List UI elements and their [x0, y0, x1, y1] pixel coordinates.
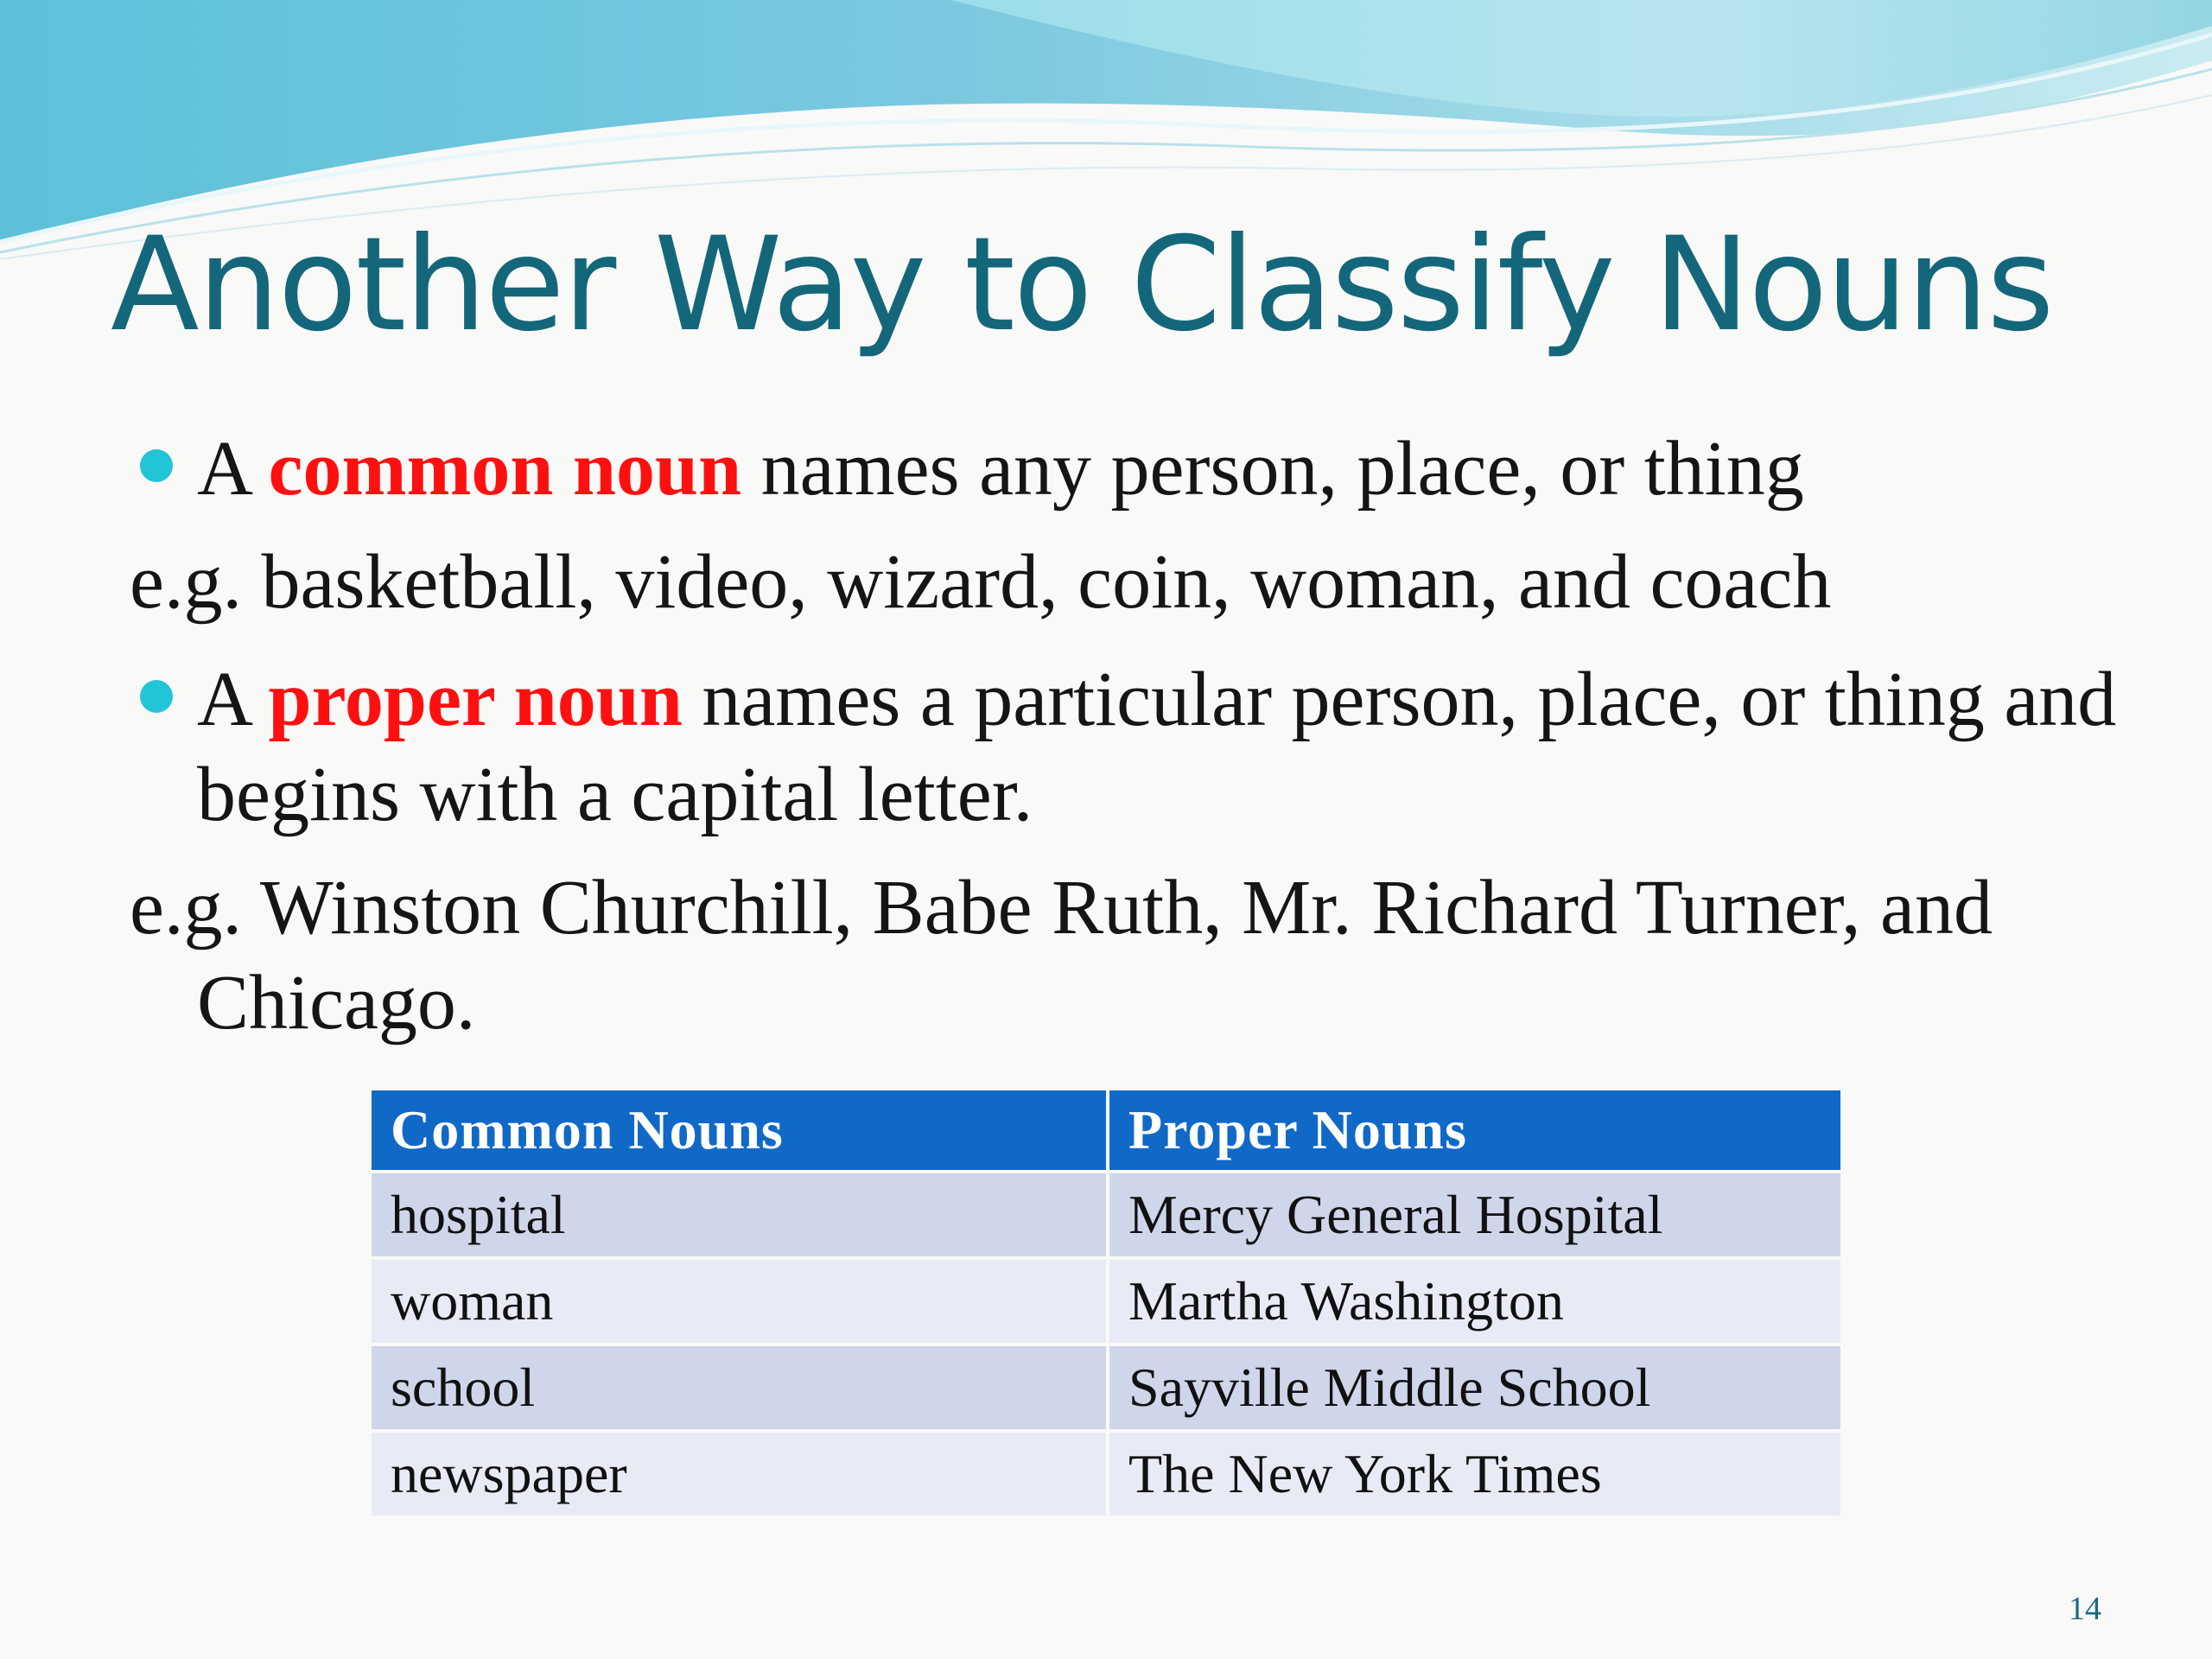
- bullet-prefix: A: [197, 426, 250, 512]
- table-row: [372, 1346, 1840, 1429]
- table-cell-proper: Sayville Middle School: [1109, 1346, 1840, 1429]
- term-common-noun: common noun: [268, 426, 742, 512]
- bullet-common-noun: [130, 422, 2150, 517]
- nouns-table: [368, 1087, 1844, 1519]
- page-number: 14: [2069, 1591, 2101, 1627]
- term-proper-noun: proper noun: [268, 657, 683, 742]
- header-common-nouns: Common Nouns: [372, 1090, 1106, 1170]
- table-row: [372, 1173, 1840, 1256]
- table-cell-common: school: [372, 1346, 1106, 1429]
- table-cell-proper: Mercy General Hospital: [1109, 1173, 1840, 1256]
- bullet-text: names any person, place, or thing: [760, 426, 1804, 512]
- example-common-nouns: e.g. basketball, video, wizard, coin, woman, and coach: [130, 539, 1832, 625]
- table-cell-proper: The New York Times: [1109, 1433, 1840, 1516]
- bullet-prefix: A: [197, 657, 250, 742]
- bullet-icon: [140, 449, 173, 482]
- table-row: [372, 1433, 1840, 1516]
- table-cell-proper: Martha Washington: [1109, 1260, 1840, 1343]
- bullet-proper-noun: [130, 652, 2150, 842]
- table-cell-common: hospital: [372, 1173, 1106, 1256]
- table-row: [372, 1260, 1840, 1343]
- bullet-icon: [140, 680, 173, 713]
- table-cell-common: newspaper: [372, 1433, 1106, 1516]
- example-proper-nouns: e.g. Winston Churchill, Babe Ruth, Mr. Richard Turner, and Chicago.: [130, 865, 1993, 1046]
- table-cell-common: woman: [372, 1260, 1106, 1343]
- bullet-text: names a particular person, place, or thing and begins with a capital letter.: [197, 657, 2117, 837]
- slide-title: Another Way to Classify Nouns: [111, 210, 2053, 360]
- header-proper-nouns: Proper Nouns: [1109, 1090, 1840, 1170]
- table-header-row: [372, 1090, 1840, 1170]
